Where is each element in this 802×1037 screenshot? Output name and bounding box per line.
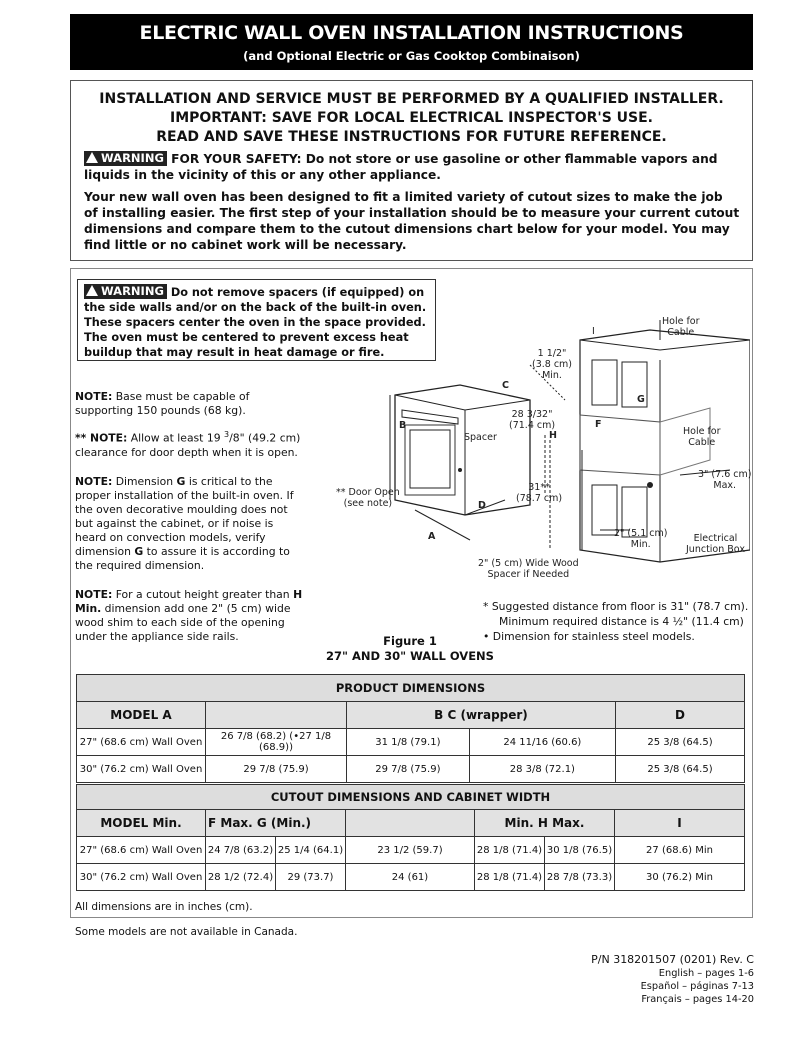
pages-spanish: Español – páginas 7-13 <box>640 981 754 992</box>
hole-cable-label-2: Hole for Cable <box>683 426 721 448</box>
table-row: 30" (76.2 cm) Wall Oven 28 1/2 (72.4) 29 (73.7) 24 (61) 28 1/8 (71.4) 28 7/8 (73.3) 30 (76.2) Min <box>77 864 745 891</box>
note-door-clearance: ** NOTE: Allow at least 19 $^3$/8" (49.2 cm) clearance for door depth when it is open. <box>75 430 301 459</box>
col-h: Min. H Max. <box>474 810 614 837</box>
letter-d: D <box>478 500 486 511</box>
dim-28-label: 28 3/32" (71.4 cm) <box>509 409 556 431</box>
warning-badge: WARNING <box>84 151 167 166</box>
figure-caption: Figure 1 27" AND 30" WALL OVENS <box>326 634 494 663</box>
spacer-marker <box>458 468 462 472</box>
note-cutout-height: NOTE: For a cutout height greater than H Min. dimension add one 2" (5 cm) wide wood shim to each side of the opening under the appliance side rails. <box>75 588 303 643</box>
notice-box <box>70 80 753 261</box>
table-row: 27" (68.6 cm) Wall Oven 24 7/8 (63.2) 25 1/4 (64.1) 23 1/2 (59.7) 28 1/8 (71.4) 30 1/8 (76.5) 27 (68.6) Min <box>77 837 745 864</box>
product-dimensions-table <box>76 674 745 783</box>
letter-c: C <box>502 380 509 391</box>
dim-31-label: 31** (78.7 cm) <box>516 482 563 504</box>
table-row: 27" (68.6 cm) Wall Oven 26 7/8 (68.2) (•27 1/8 (68.9)) 31 1/8 (79.1) 24 11/16 (60.6) 25 3/8 (64.5) <box>77 729 745 756</box>
page-subtitle: (and Optional Electric or Gas Cooktop Combinaison) <box>243 49 580 63</box>
warning-triangle-icon <box>86 152 98 163</box>
safety-warning: WARNING FOR YOUR SAFETY: Do not store or use gasoline or other flammable vapors and liquids in the vicinity of this or any other appliance. <box>84 151 718 182</box>
all-dimensions-note: All dimensions are in inches (cm). <box>75 901 253 913</box>
letter-g: G <box>637 394 645 405</box>
col-i: I <box>615 810 745 837</box>
pages-french: Français – pages 14-20 <box>641 994 754 1005</box>
title-bar <box>70 14 753 70</box>
col-model-min: MODEL Min. <box>77 810 206 837</box>
pages-english: English – pages 1-6 <box>658 968 754 979</box>
wood-spacer-label: 2" (5 cm) Wide Wood Spacer if Needed <box>478 558 579 580</box>
spacer-label: Spacer <box>464 432 497 443</box>
col-f-g: F Max. G (Min.) <box>206 810 346 837</box>
spacer-warning-box: WARNING Do not remove spacers (if equipped) on the side walls and/or on the back of the built-in oven. These spacers center the oven in the space provided. The oven must be centered to prevent excess heat buildup that may result in heat damage or fire. <box>77 279 436 361</box>
col-model-a: MODEL A <box>77 702 206 729</box>
product-table-title: PRODUCT DIMENSIONS <box>77 675 745 702</box>
table-row: 30" (76.2 cm) Wall Oven 29 7/8 (75.9) 29 7/8 (75.9) 28 3/8 (72.1) 25 3/8 (64.5) <box>77 756 745 783</box>
intro-paragraph: Your new wall oven has been designed to fit a limited variety of cutout sizes to make the job of installing easier. The first step of your installation should be to measure your current cutout dimensions and compare them to the cutout dimensions chart below for your model. You may find little or no cabinet work will be necessary. <box>84 190 740 252</box>
hole-cable-label-1: Hole for Cable <box>662 316 700 338</box>
dim-3-label: 3" (7.6 cm) Max. <box>698 469 752 491</box>
col-d: D <box>615 702 744 729</box>
notice-line-1: INSTALLATION AND SERVICE MUST BE PERFORMED BY A QUALIFIED INSTALLER. <box>99 91 724 107</box>
warning-badge-2: WARNING <box>84 284 167 299</box>
warning-triangle-icon <box>86 285 98 296</box>
letter-f: F <box>595 419 602 430</box>
dim-1-5-label: 1 1/2" (3.8 cm) Min. <box>532 348 573 381</box>
letter-b: B <box>399 420 407 431</box>
notice-line-3: READ AND SAVE THESE INSTRUCTIONS FOR FUTURE REFERENCE. <box>156 129 667 145</box>
electrical-junction-label: Electrical Junction Box <box>686 533 745 555</box>
part-number-block <box>591 953 754 1006</box>
note-base: NOTE: Base must be capable of supporting 150 pounds (68 kg). <box>75 390 250 417</box>
part-number: P/N 318201507 (0201) Rev. C <box>591 953 754 966</box>
door-open-label: ** Door Open (see note) <box>336 487 400 509</box>
col-bc-wrapper: B C (wrapper) <box>347 702 616 729</box>
letter-h: H <box>549 430 557 441</box>
dim-2-label: 2" (5.1 cm) Min. <box>614 528 668 550</box>
cutout-dimensions-table <box>76 784 745 891</box>
note-dimension-g: NOTE: Dimension G is critical to the proper installation of the built-in oven. If the oven decorative moulding does not but against the cabinet, or if noise is heard on convection models, verify dimension G to assure it is according to the required dimension. <box>75 475 294 572</box>
letter-a: A <box>428 531 436 542</box>
suggested-distance-notes: * Suggested distance from floor is 31" (78.7 cm). Minimum required distance is 4 ½" (11.4 cm) • Dimension for stainless steel models. <box>483 600 749 643</box>
canada-note: Some models are not available in Canada. <box>75 926 298 938</box>
notice-line-2: IMPORTANT: SAVE FOR LOCAL ELECTRICAL INSPECTOR'S USE. <box>170 110 653 126</box>
letter-i: I <box>592 326 595 337</box>
cutout-table-title: CUTOUT DIMENSIONS AND CABINET WIDTH <box>77 785 745 810</box>
page-title: ELECTRIC WALL OVEN INSTALLATION INSTRUCTIONS <box>139 22 684 44</box>
